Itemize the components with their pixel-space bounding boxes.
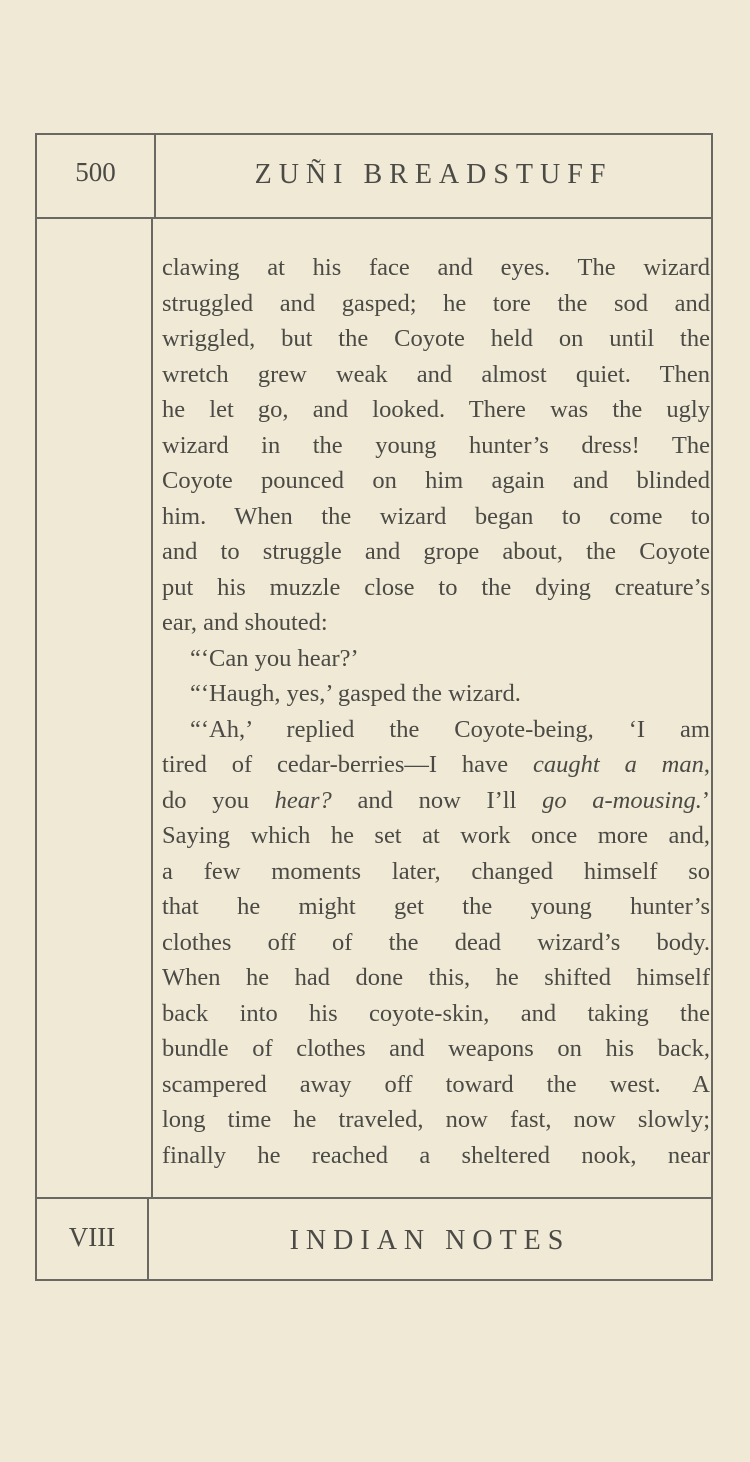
series-title: INDIAN NOTES	[289, 1225, 571, 1256]
text-segment: him. When the wizard began to come to	[162, 502, 710, 530]
text-segment: that he might get the young hunter’s	[162, 893, 710, 920]
text-line	[162, 1067, 710, 1103]
text-segment: wriggled, but the Coyote held on until the	[162, 325, 710, 352]
text-line	[162, 392, 710, 428]
margin-column-divider	[151, 219, 153, 1197]
text-line	[162, 357, 710, 393]
text-line	[162, 641, 710, 677]
text-segment: back into his coyote-skin, and taking the	[162, 999, 710, 1027]
text-line	[162, 1102, 710, 1138]
text-line	[162, 925, 710, 961]
text-line	[162, 286, 710, 322]
text-segment: and to struggle and grope about, the Coyote	[162, 538, 710, 565]
text-line	[162, 676, 710, 712]
text-line	[162, 321, 710, 357]
text-segment: Coyote pounced on him again and blinded	[162, 467, 710, 494]
text-segment: wizard in the young hunter’s dress! The	[162, 431, 710, 459]
text-segment: and now I’ll	[331, 786, 543, 814]
body-text	[162, 250, 710, 1173]
text-line	[162, 428, 710, 464]
text-line	[162, 996, 710, 1032]
text-segment: finally he reached a sheltered nook, near	[162, 1141, 710, 1169]
text-line	[162, 250, 710, 286]
text-segment: bundle of clothes and weapons on his back,	[162, 1035, 710, 1062]
text-line	[162, 605, 710, 641]
text-segment: ’	[701, 786, 711, 814]
text-segment: tired of cedar-berries—I have	[162, 751, 534, 778]
text-line	[162, 854, 710, 890]
footer-divider	[37, 1197, 711, 1199]
italic-text: caught a man	[533, 751, 704, 778]
text-segment: ,	[703, 751, 711, 778]
text-segment: he let go, and looked. There was the ugly	[162, 396, 710, 423]
text-segment: clothes off of the dead wizard’s body.	[162, 928, 710, 956]
page-frame	[35, 133, 713, 1281]
italic-text: hear?	[274, 786, 332, 814]
text-line	[162, 818, 710, 854]
text-segment: Saying which he set at work once more and,	[162, 822, 710, 849]
text-line	[162, 889, 710, 925]
text-segment: clawing at his face and eyes. The wizard	[162, 254, 710, 281]
text-segment: ear, and shouted:	[162, 609, 328, 636]
text-segment: long time he traveled, now fast, now slowly;	[162, 1106, 710, 1133]
text-line	[162, 712, 710, 748]
text-segment: put his muzzle close to the dying creature’s	[162, 573, 710, 601]
text-line	[162, 1138, 710, 1174]
italic-text: go a-mousing.	[542, 786, 702, 814]
text-segment: “‘Can you hear?’	[190, 644, 359, 672]
text-line	[162, 783, 710, 819]
text-segment: struggled and gasped; he tore the sod and	[162, 289, 710, 317]
text-line	[162, 1031, 710, 1067]
text-segment: do you	[162, 786, 275, 814]
text-segment: “‘Ah,’ replied the Coyote-being, ‘I am	[190, 715, 710, 743]
section-number: VIII	[68, 1222, 116, 1252]
text-line	[162, 463, 710, 499]
text-segment: When he had done this, he shifted himself	[162, 964, 710, 991]
text-line	[162, 960, 710, 996]
text-segment: a few moments later, changed himself so	[162, 857, 710, 885]
page-number: 500	[75, 157, 116, 187]
text-line	[162, 499, 710, 535]
running-title: ZUÑI BREADSTUFF	[254, 159, 613, 190]
text-segment: “‘Haugh, yes,’ gasped the wizard.	[190, 680, 521, 707]
text-segment: scampered away off toward the west. A	[162, 1070, 710, 1098]
text-line	[162, 534, 710, 570]
text-line	[162, 747, 710, 783]
header-divider	[37, 217, 711, 219]
text-line	[162, 570, 710, 606]
text-segment: wretch grew weak and almost quiet. Then	[162, 360, 710, 388]
